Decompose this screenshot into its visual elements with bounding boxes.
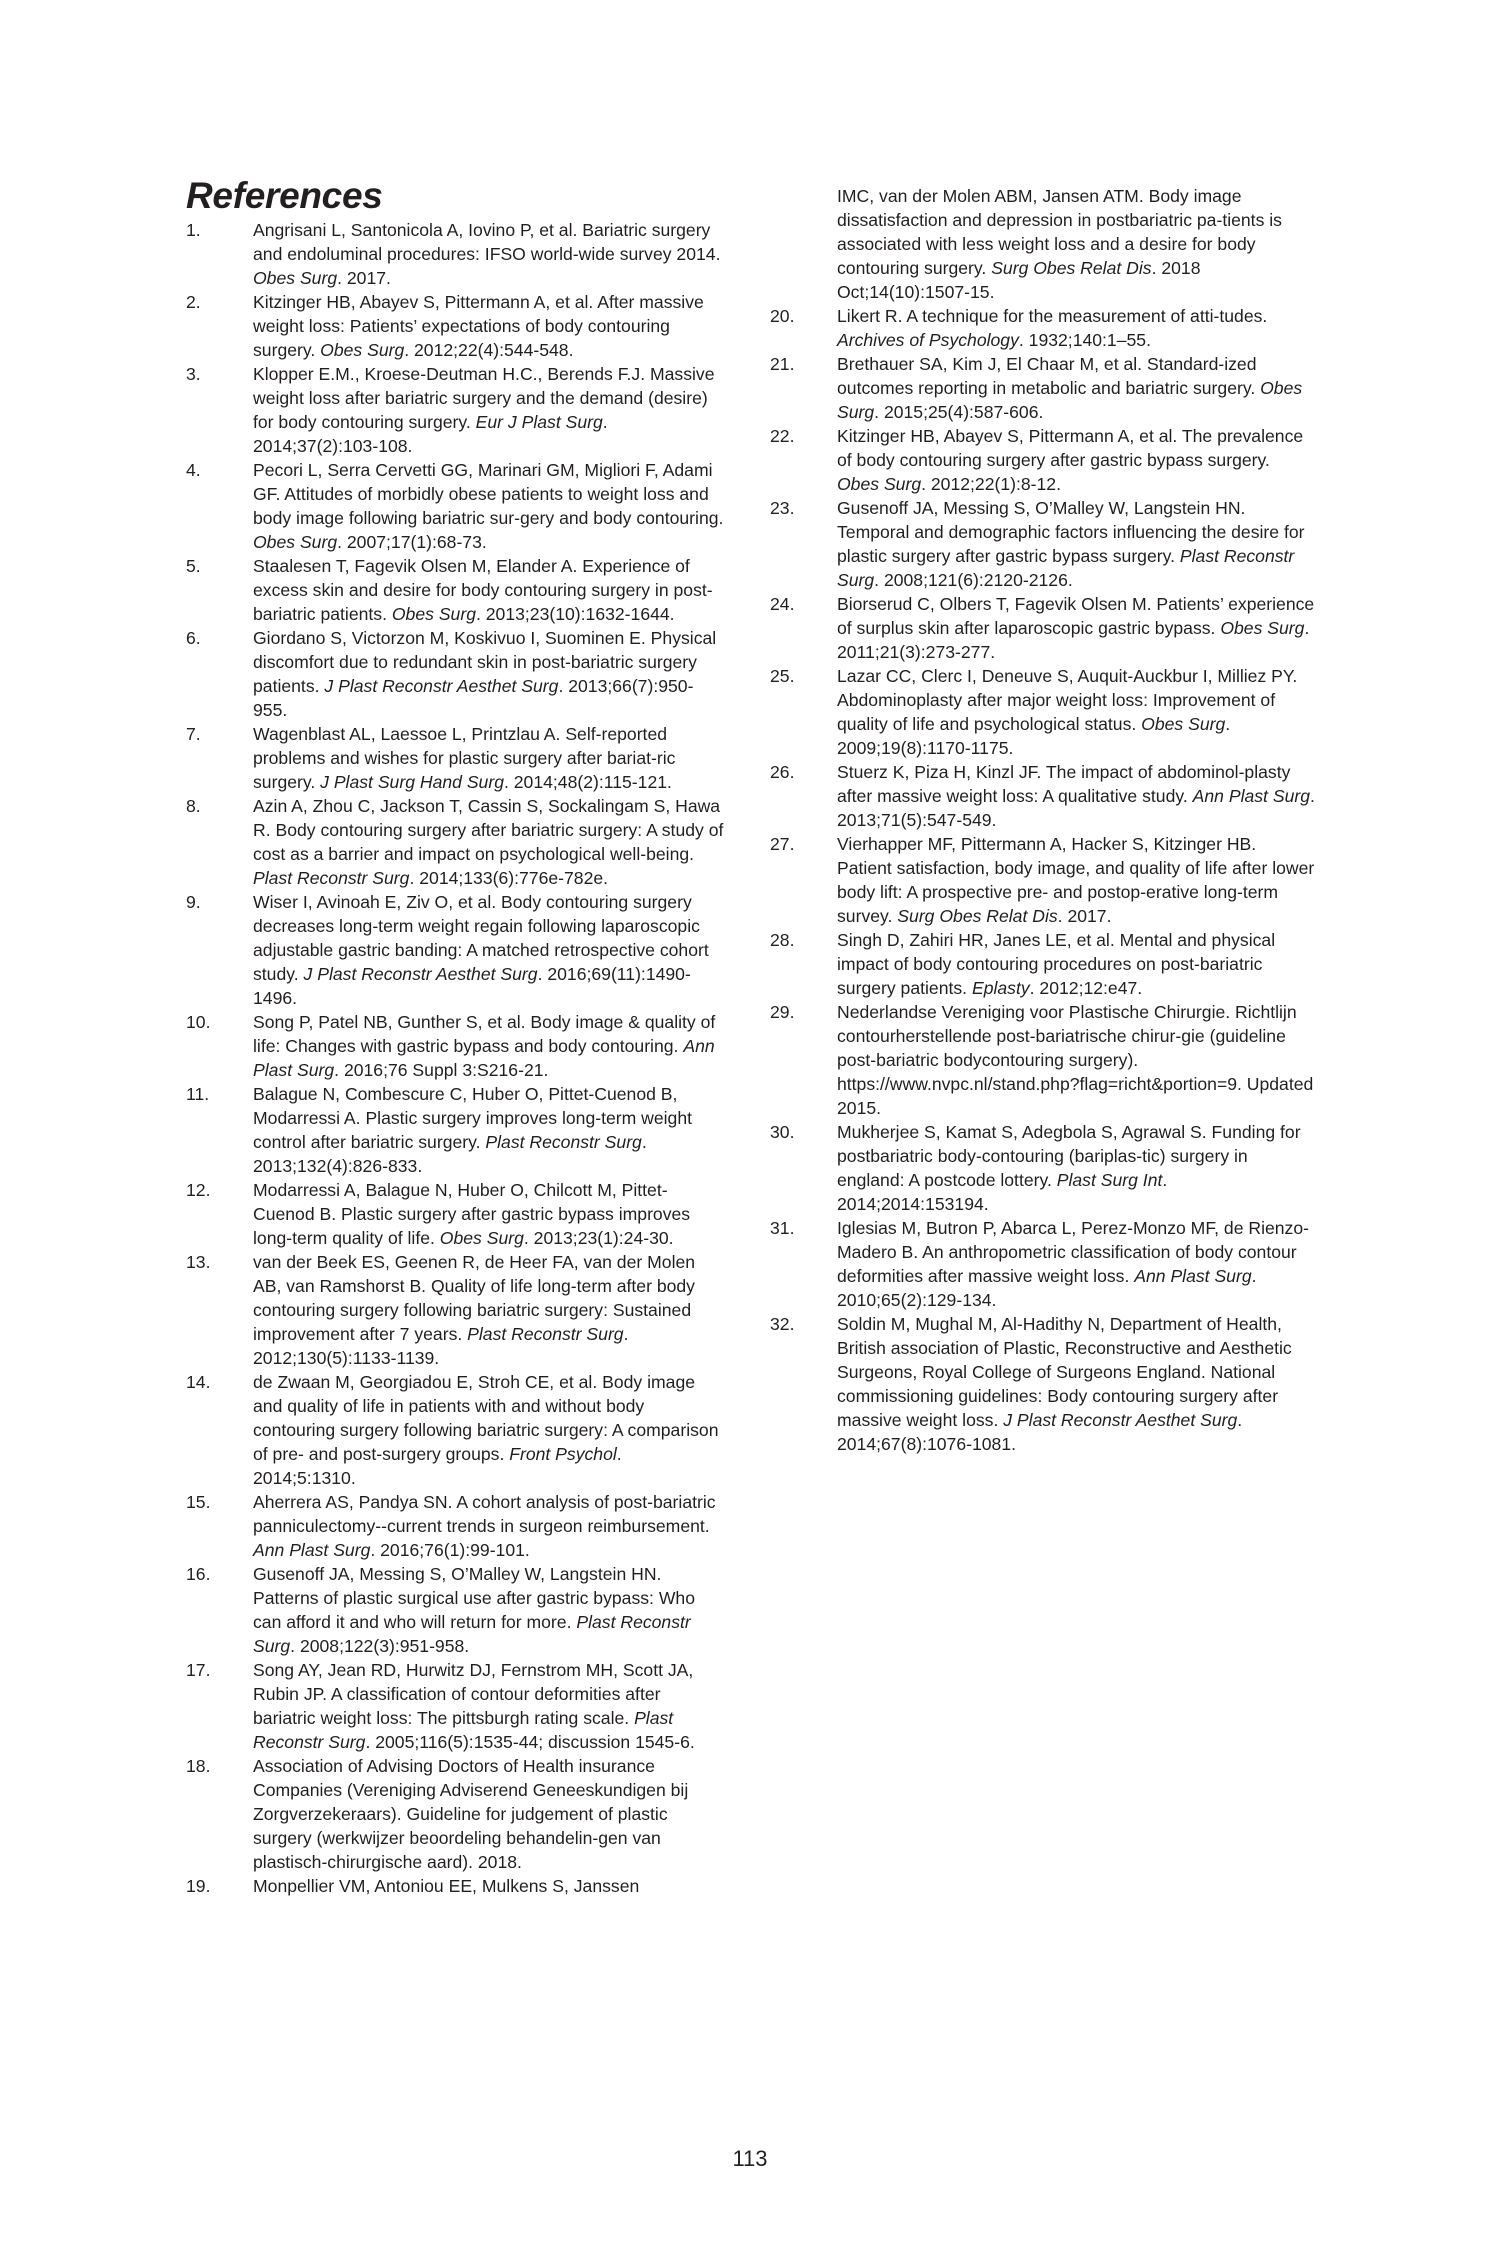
journal-name: Obes Surg xyxy=(1220,618,1305,638)
reference-text xyxy=(837,928,1315,1000)
reference-text xyxy=(253,218,726,290)
reference-segment: . 2011;21(3):273-277. xyxy=(837,618,1310,662)
reference-segment: Kitzinger HB, Abayev S, Pittermann A, et al. The prevalence of body contouring surgery after gastric bypass surgery. xyxy=(837,426,1304,470)
journal-name: Ann Plast Surg xyxy=(1192,786,1310,806)
reference-segment: . 2014;5:1310. xyxy=(253,1444,622,1488)
journal-name: Plast Reconstr Surg xyxy=(485,1132,642,1152)
reference-number: 13. xyxy=(186,1252,211,1272)
reference-text xyxy=(837,832,1315,928)
reference-text xyxy=(253,890,726,1010)
reference-number: 19. xyxy=(186,1876,211,1896)
reference-number: 12. xyxy=(186,1180,211,1200)
reference-number: 24. xyxy=(770,594,795,614)
reference-segment: . 2014;48(2):115-121. xyxy=(504,772,672,792)
reference-number: 10. xyxy=(186,1012,211,1032)
reference-item xyxy=(186,554,726,626)
reference-text xyxy=(253,1082,726,1178)
reference-text xyxy=(253,554,726,626)
reference-segment: Biorserud C, Olbers T, Fagevik Olsen M. Patients’ experience of surplus skin after laparoscopic gastric bypass. xyxy=(837,594,1315,638)
reference-segment: Stuerz K, Piza H, Kinzl JF. The impact of abdominol-plasty after massive weight loss: A qualitative study. xyxy=(837,762,1291,806)
reference-text xyxy=(253,1562,726,1658)
reference-number: 18. xyxy=(186,1756,211,1776)
journal-name: Plast Surg Int xyxy=(1056,1170,1163,1190)
journal-name: J Plast Reconstr Aesthet Surg xyxy=(1003,1410,1238,1430)
reference-segment: Kitzinger HB, Abayev S, Pittermann A, et al. After massive weight loss: Patients’ expectations of body contouring surgery. xyxy=(253,292,704,360)
reference-item xyxy=(770,424,1315,496)
reference-text xyxy=(253,626,726,722)
reference-number: 9. xyxy=(186,892,201,912)
reference-item xyxy=(770,1120,1315,1216)
reference-text xyxy=(253,290,726,362)
reference-segment: Monpellier VM, Antoniou EE, Mulkens S, Janssen xyxy=(253,1876,640,1896)
reference-segment: Giordano S, Victorzon M, Koskivuo I, Suominen E. Physical discomfort due to redundant skin in post-bariatric surgery patients. xyxy=(253,628,717,696)
journal-name: Eplasty xyxy=(971,978,1030,998)
reference-number: 27. xyxy=(770,834,795,854)
reference-segment: . 2014;67(8):1076-1081. xyxy=(837,1410,1243,1454)
reference-item xyxy=(186,1754,726,1874)
reference-item xyxy=(770,1000,1315,1120)
reference-number: 4. xyxy=(186,460,201,480)
journal-name: J Plast Surg Hand Surg xyxy=(320,772,504,792)
reference-number: 8. xyxy=(186,796,201,816)
reference-item xyxy=(186,722,726,794)
journal-name: Obes Surg xyxy=(837,378,1303,422)
journal-name: Plast Reconstr Surg xyxy=(253,1612,691,1656)
reference-text xyxy=(253,1250,726,1370)
reference-number: 14. xyxy=(186,1372,211,1392)
reference-item xyxy=(186,290,726,362)
journal-name: Ann Plast Surg xyxy=(253,1036,715,1080)
reference-number: 1. xyxy=(186,220,201,240)
reference-segment: . 2008;121(6):2120-2126. xyxy=(874,570,1073,590)
reference-segment: . 2017. xyxy=(1057,906,1112,926)
reference-item xyxy=(770,592,1315,664)
journal-name: Obes Surg xyxy=(320,340,405,360)
reference-item xyxy=(770,184,1315,304)
reference-item xyxy=(186,362,726,458)
reference-number: 7. xyxy=(186,724,201,744)
reference-text xyxy=(253,1370,726,1490)
reference-segment: Nederlandse Vereniging voor Plastische Chirurgie. Richtlijn contourherstellende post-bariatrische chirur-gie (guideline post-bariatric bodycontouring surgery). https://www.nvpc.nl/stand.php?flag=richt&portion=9. Updated 2015. xyxy=(837,1002,1314,1118)
reference-segment: Likert R. A technique for the measurement of atti-tudes. xyxy=(837,306,1268,326)
reference-text xyxy=(253,1178,726,1250)
reference-number: 30. xyxy=(770,1122,795,1142)
journal-name: Obes Surg xyxy=(1141,714,1226,734)
reference-segment: . 2014;133(6):776e-782e. xyxy=(409,868,609,888)
reference-item xyxy=(770,928,1315,1000)
journal-name: Surg Obes Relat Dis xyxy=(897,906,1058,926)
reference-text xyxy=(253,458,726,554)
reference-text xyxy=(837,304,1315,352)
reference-number: 23. xyxy=(770,498,795,518)
reference-item xyxy=(770,832,1315,928)
reference-item xyxy=(770,496,1315,592)
reference-segment: Gusenoff JA, Messing S, O’Malley W, Langstein HN. Temporal and demographic factors influencing the desire for plastic surgery after gastric bypass surgery. xyxy=(837,498,1305,566)
journal-name: Obes Surg xyxy=(837,474,922,494)
reference-text xyxy=(837,184,1315,304)
reference-number: 32. xyxy=(770,1314,795,1334)
reference-number: 6. xyxy=(186,628,201,648)
reference-segment: . 2013;71(5):547-549. xyxy=(837,786,1315,830)
journal-name: Surg Obes Relat Dis xyxy=(991,258,1152,278)
journal-name: Obes Surg xyxy=(253,268,338,288)
reference-segment: . 2012;22(4):544-548. xyxy=(404,340,574,360)
reference-segment: Angrisani L, Santonicola A, Iovino P, et al. Bariatric surgery and endoluminal procedures: IFSO world-wide survey 2014. xyxy=(253,220,721,264)
reference-segment: . 2009;19(8):1170-1175. xyxy=(837,714,1231,758)
reference-number: 17. xyxy=(186,1660,211,1680)
reference-number: 25. xyxy=(770,666,795,686)
reference-segment: Wagenblast AL, Laessoe L, Printzlau A. Self-reported problems and wishes for plastic surgery after bariat-ric surgery. xyxy=(253,724,676,792)
reference-segment: Pecori L, Serra Cervetti GG, Marinari GM, Migliori F, Adami GF. Attitudes of morbidly obese patients to weight loss and body image following bariatric sur-gery and body contouring. xyxy=(253,460,724,528)
reference-text xyxy=(253,1658,726,1754)
reference-segment: . 2017. xyxy=(337,268,391,288)
reference-number: 2. xyxy=(186,292,201,312)
reference-segment: . 1932;140:1–55. xyxy=(1018,330,1151,350)
reference-segment: Lazar CC, Clerc I, Deneuve S, Auquit-Auckbur I, Milliez PY. Abdominoplasty after major weight loss: Improvement of quality of life and psychological status. xyxy=(837,666,1298,734)
journal-name: Plast Reconstr Surg xyxy=(837,546,1295,590)
reference-item xyxy=(770,1312,1315,1456)
reference-segment: van der Beek ES, Geenen R, de Heer FA, van der Molen AB, van Ramshorst B. Quality of life long-term after body contouring surgery following bariatric surgery: Sustained improvement after 7 years. xyxy=(253,1252,696,1344)
reference-text xyxy=(837,592,1315,664)
reference-segment: . 2012;12:e47. xyxy=(1029,978,1143,998)
reference-segment: Association of Advising Doctors of Health insurance Companies (Vereniging Adviserend Geneeskundigen bij Zorgverzekeraars). Guideline for judgement of plastic surgery (werkwijzer beoordeling behandelin-gen van plastisch-chirurgische aard). 2018. xyxy=(253,1756,689,1872)
reference-item xyxy=(186,626,726,722)
reference-segment: . 2013;23(10):1632-1644. xyxy=(475,604,675,624)
reference-item xyxy=(186,458,726,554)
references-right-column xyxy=(770,184,1315,1456)
reference-number: 16. xyxy=(186,1564,211,1584)
reference-segment: . 2013;23(1):24-30. xyxy=(523,1228,674,1248)
reference-item xyxy=(186,1658,726,1754)
references-heading: References xyxy=(186,175,383,216)
reference-text xyxy=(837,760,1315,832)
reference-segment: Azin A, Zhou C, Jackson T, Cassin S, Sockalingam S, Hawa R. Body contouring surgery after bariatric surgery: A study of cost as a barrier and impact on psychological well-being. xyxy=(253,796,724,864)
journal-name: Plast Reconstr Surg xyxy=(467,1324,624,1344)
journal-name: J Plast Reconstr Aesthet Surg xyxy=(303,964,538,984)
reference-item xyxy=(186,794,726,890)
reference-text xyxy=(253,1010,726,1082)
reference-text xyxy=(837,496,1315,592)
reference-segment: Wiser I, Avinoah E, Ziv O, et al. Body contouring surgery decreases long-term weight regain following laparoscopic adjustable gastric banding: A matched retrospective cohort study. xyxy=(253,892,709,984)
reference-item xyxy=(186,1874,726,1898)
reference-text xyxy=(837,1216,1315,1312)
journal-name: Plast Reconstr Surg xyxy=(253,868,410,888)
reference-segment: Song P, Patel NB, Gunther S, et al. Body image & quality of life: Changes with gastric bypass and body contouring. xyxy=(253,1012,716,1056)
reference-item xyxy=(770,304,1315,352)
reference-number: 29. xyxy=(770,1002,795,1022)
reference-text xyxy=(253,722,726,794)
reference-text xyxy=(837,424,1315,496)
reference-item xyxy=(770,664,1315,760)
reference-number: 31. xyxy=(770,1218,795,1238)
journal-name: Front Psychol xyxy=(509,1444,617,1464)
reference-text xyxy=(253,362,726,458)
reference-item xyxy=(186,1250,726,1370)
reference-segment: de Zwaan M, Georgiadou E, Stroh CE, et al. Body image and quality of life in patients with and without body contouring surgery following bariatric surgery: A comparison of pre- and post-surgery groups. xyxy=(253,1372,719,1464)
reference-number: 20. xyxy=(770,306,795,326)
journal-name: Ann Plast Surg xyxy=(1134,1266,1252,1286)
reference-segment: . 2007;17(1):68-73. xyxy=(337,532,487,552)
reference-text xyxy=(837,1312,1315,1456)
reference-text xyxy=(837,352,1315,424)
reference-item xyxy=(186,1010,726,1082)
page-number: 113 xyxy=(732,2146,768,2171)
journal-name: Obes Surg xyxy=(253,532,338,552)
reference-text xyxy=(837,1120,1315,1216)
reference-segment: Song AY, Jean RD, Hurwitz DJ, Fernstrom MH, Scott JA, Rubin JP. A classification of contour deformities after bariatric weight loss: The pittsburgh rating scale. xyxy=(253,1660,694,1728)
reference-segment: . 2015;25(4):587-606. xyxy=(874,402,1044,422)
reference-segment: . 2013;132(4):826-833. xyxy=(253,1132,647,1176)
journal-name: Archives of Psychology xyxy=(837,330,1019,350)
reference-item xyxy=(186,1490,726,1562)
references-left-column xyxy=(186,218,726,1898)
reference-segment: Gusenoff JA, Messing S, O’Malley W, Langstein HN. Patterns of plastic surgical use after gastric bypass: Who can afford it and who will return for more. xyxy=(253,1564,695,1632)
reference-text xyxy=(253,794,726,890)
reference-segment: . 2013;66(7):950-955. xyxy=(253,676,694,720)
reference-item xyxy=(186,1562,726,1658)
reference-segment: . 2016;76 Suppl 3:S216-21. xyxy=(334,1060,549,1080)
reference-item xyxy=(186,890,726,1010)
reference-segment: Singh D, Zahiri HR, Janes LE, et al. Mental and physical impact of body contouring procedures on post-bariatric surgery patients. xyxy=(837,930,1276,998)
reference-number: 28. xyxy=(770,930,795,950)
reference-text xyxy=(837,1000,1315,1120)
reference-segment: Brethauer SA, Kim J, El Chaar M, et al. Standard-ized outcomes reporting in metabolic and bariatric surgery. xyxy=(837,354,1261,398)
reference-item xyxy=(770,352,1315,424)
reference-text xyxy=(837,664,1315,760)
reference-segment: . 2016;69(11):1490-1496. xyxy=(253,964,691,1008)
reference-segment: . 2018 Oct;14(10):1507-15. xyxy=(837,258,1201,302)
reference-item xyxy=(186,1178,726,1250)
reference-item xyxy=(186,218,726,290)
journal-name: Eur J Plast Surg xyxy=(475,412,603,432)
reference-segment: Modarressi A, Balague N, Huber O, Chilcott M, Pittet-Cuenod B. Plastic surgery after gastric bypass improves long-term quality of life. xyxy=(253,1180,691,1248)
journal-name: Ann Plast Surg xyxy=(253,1540,371,1560)
reference-number: 15. xyxy=(186,1492,211,1512)
reference-segment: . 2012;22(1):8-12. xyxy=(921,474,1061,494)
journal-name: Plast Reconstr Surg xyxy=(253,1708,674,1752)
reference-text xyxy=(253,1754,726,1874)
reference-item xyxy=(186,1370,726,1490)
reference-number: 21. xyxy=(770,354,795,374)
reference-segment: Klopper E.M., Kroese-Deutman H.C., Berends F.J. Massive weight loss after bariatric surgery and the demand (desire) for body contouring surgery. xyxy=(253,364,715,432)
reference-segment: Aherrera AS, Pandya SN. A cohort analysis of post-bariatric panniculectomy--current trends in surgeon reimbursement. xyxy=(253,1492,716,1536)
reference-number: 26. xyxy=(770,762,795,782)
reference-segment: Soldin M, Mughal M, Al-Hadithy N, Department of Health, British association of Plastic, Reconstructive and Aesthetic Surgeons, Royal College of Surgeons England. National commissioning guidelines: Body contouring surgery after massive weight loss. xyxy=(837,1314,1292,1430)
reference-segment: . 2016;76(1):99-101. xyxy=(370,1540,530,1560)
reference-segment: Mukherjee S, Kamat S, Adegbola S, Agrawal S. Funding for postbariatric body-contouring (bariplas-tic) surgery in england: A postcode lottery. xyxy=(837,1122,1301,1190)
reference-item xyxy=(186,1082,726,1178)
journal-name: Obes Surg xyxy=(391,604,476,624)
reference-segment: . 2005;116(5):1535-44; discussion 1545-6. xyxy=(365,1732,695,1752)
reference-text xyxy=(253,1874,726,1898)
reference-segment: . 2014;2014:153194. xyxy=(837,1170,1168,1214)
reference-text xyxy=(253,1490,726,1562)
reference-segment: . 2008;122(3):951-958. xyxy=(290,1636,470,1656)
reference-segment: . 2012;130(5):1133-1139. xyxy=(253,1324,629,1368)
journal-name: Obes Surg xyxy=(439,1228,524,1248)
reference-segment: Balague N, Combescure C, Huber O, Pittet-Cuenod B, Modarressi A. Plastic surgery improves long-term weight control after bariatric surgery. xyxy=(253,1084,693,1152)
reference-number: 5. xyxy=(186,556,201,576)
reference-segment: Iglesias M, Butron P, Abarca L, Perez-Monzo MF, de Rienzo-Madero B. An anthropometric classification of body contour deformities after massive weight loss. xyxy=(837,1218,1309,1286)
reference-item xyxy=(770,1216,1315,1312)
reference-number: 11. xyxy=(186,1084,210,1104)
reference-item xyxy=(770,760,1315,832)
reference-segment: Vierhapper MF, Pittermann A, Hacker S, Kitzinger HB. Patient satisfaction, body image, and quality of life after lower body lift: A prospective pre- and postop-erative long-term survey. xyxy=(837,834,1315,926)
reference-number: 22. xyxy=(770,426,795,446)
reference-segment: . 2014;37(2):103-108. xyxy=(253,412,608,456)
reference-segment: . 2010;65(2):129-134. xyxy=(837,1266,1257,1310)
reference-number: 3. xyxy=(186,364,201,384)
reference-segment: IMC, van der Molen ABM, Jansen ATM. Body image dissatisfaction and depression in postbariatric pa-tients is associated with less weight loss and a desire for body contouring surgery. xyxy=(837,186,1282,278)
reference-segment: Staalesen T, Fagevik Olsen M, Elander A. Experience of excess skin and desire for body contouring surgery in post-bariatric patients. xyxy=(253,556,713,624)
journal-name: J Plast Reconstr Aesthet Surg xyxy=(324,676,559,696)
